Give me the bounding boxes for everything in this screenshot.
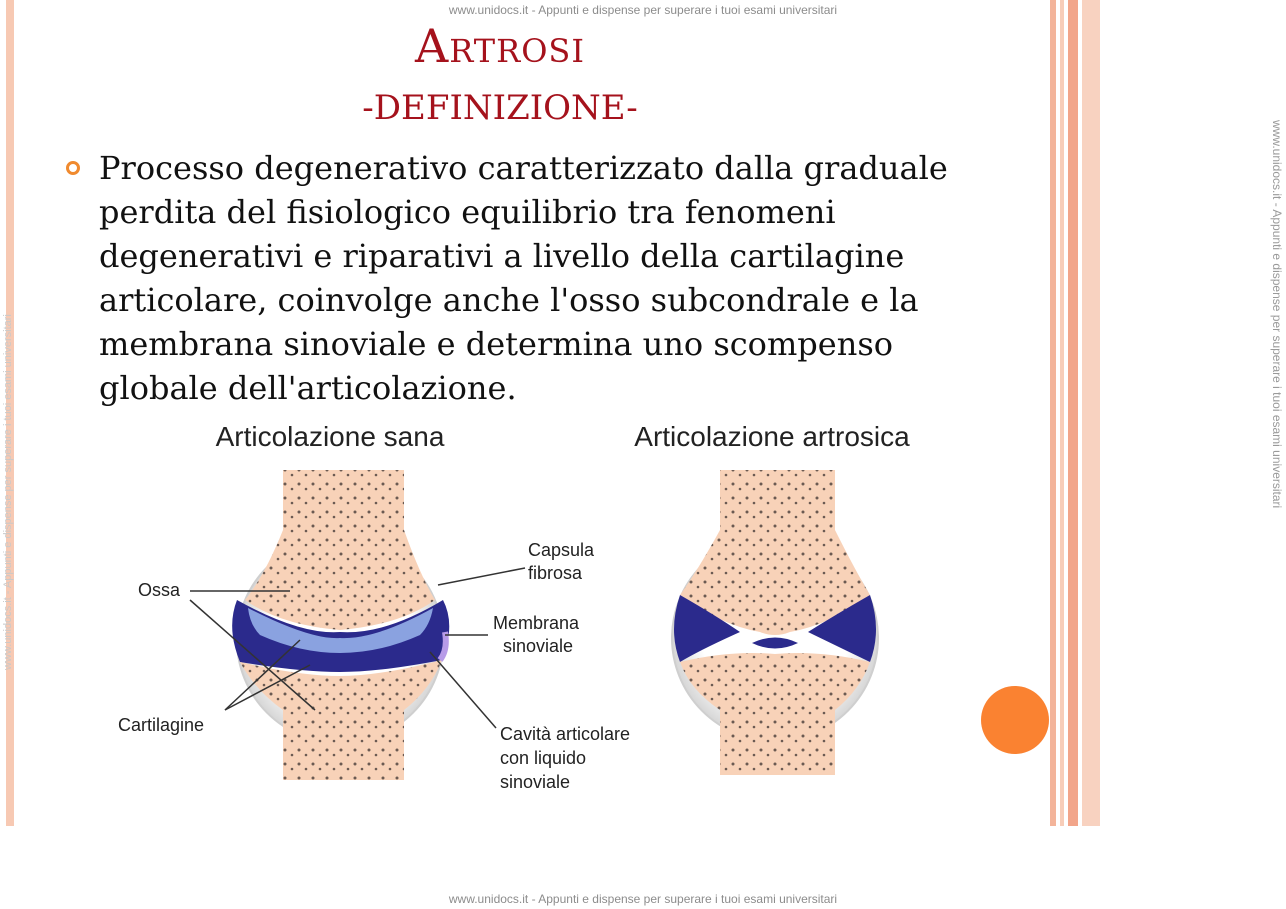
right-decorative-stripe: [1082, 0, 1100, 826]
label-cartilagine-text: Cartilagine: [118, 715, 205, 735]
label-cavita: [430, 652, 630, 792]
upper-bone: [680, 470, 870, 635]
label-capsula-line2: fibrosa: [528, 563, 583, 583]
right-decorative-stripe: [1050, 0, 1056, 826]
label-ossa-text: Ossa: [138, 580, 181, 600]
leader-line: [438, 568, 525, 585]
watermark-bottom: www.unidocs.it - Appunti e dispense per superare i tuoi esami universitari: [448, 892, 838, 906]
bullet-text: Processo degenerativo caratterizzato dalla graduale perdita del fisiologico equilibrio tra fenomeni degenerativi e riparativi a livello della cartilagine articolare, coinvolge anche l'osso subcondrale e la membrana sinoviale e determina uno scompenso globale dell'articolazione.: [99, 149, 948, 407]
orange-accent-circle: [981, 686, 1049, 754]
arthritic-joint: [672, 470, 878, 775]
slide-subtitle: -DEFINIZIONE-: [362, 88, 638, 128]
label-membrana-line2: sinoviale: [503, 636, 574, 656]
right-decorative-stripe: [1068, 0, 1078, 826]
healthy-joint: [232, 470, 449, 780]
arthritic-joint-title: Articolazione artrosica: [634, 421, 910, 452]
label-membrana: [445, 613, 580, 656]
label-cavita-line3: sinoviale: [500, 772, 571, 792]
joint-illustration: [100, 410, 960, 800]
watermark-side-right: www.unidocs.it - Appunti e dispense per superare i tuoi esami universitari: [1270, 120, 1284, 509]
label-cavita-line1: Cavità articolare: [500, 724, 631, 744]
label-capsula-line1: Capsula: [528, 540, 595, 560]
label-cavita-line2: con liquido: [500, 748, 587, 768]
upper-bone: [245, 470, 435, 630]
bullet-circle-icon: [66, 161, 80, 175]
slide-title: Artrosi: [415, 19, 585, 73]
right-decorative-stripe: [1060, 0, 1064, 826]
label-capsula: [438, 540, 595, 585]
leader-line: [430, 652, 496, 728]
watermark-top: www.unidocs.it - Appunti e dispense per superare i tuoi esami universitari: [448, 3, 838, 17]
label-membrana-line1: Membrana: [493, 613, 580, 633]
lower-bone: [240, 660, 442, 780]
watermark-side-left: www.unidocs.it - Appunti e dispense per superare i tuoi esami universitari: [2, 314, 14, 670]
healthy-joint-title: Articolazione sana: [215, 421, 445, 452]
